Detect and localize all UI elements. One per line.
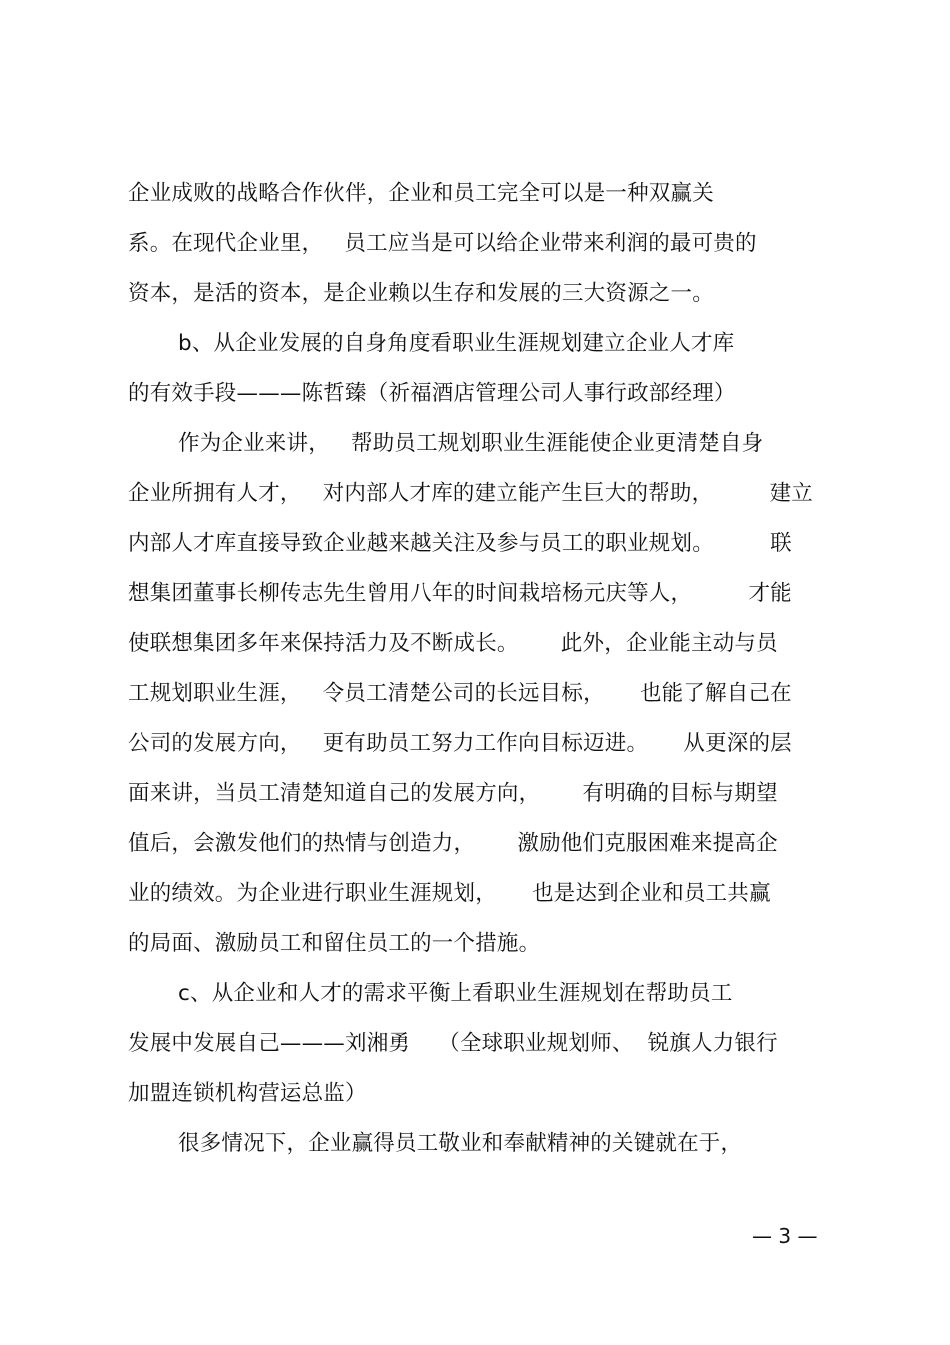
body-line: 使联想集团多年来保持活力及不断成长。 此外，企业能主动与员: [128, 631, 778, 656]
page-number: — 3 —: [752, 1224, 818, 1248]
body-line: 公司的发展方向， 更有助员工努力工作向目标迈进。 从更深的层: [128, 731, 792, 756]
body-line: 面来讲，当员工清楚知道自己的发展方向， 有明确的目标与期望: [128, 781, 778, 806]
paragraph-start: 很多情况下，企业赢得员工敬业和奉献精神的关键就在于，: [178, 1131, 743, 1156]
body-line: 企业成败的战略合作伙伴，企业和员工完全可以是一种双赢关: [128, 181, 714, 206]
body-line: 系。在现代企业里， 员工应当是可以给企业带来利润的最可贵的: [128, 231, 757, 256]
body-line: 资本，是活的资本，是企业赖以生存和发展的三大资源之一。: [128, 281, 714, 306]
body-line: 业的绩效。为企业进行职业生涯规划， 也是达到企业和员工共赢: [128, 881, 771, 906]
section-heading-c: c、从企业和人才的需求平衡上看职业生涯规划在帮助员工: [178, 981, 733, 1006]
body-line: 企业所拥有人才， 对内部人才库的建立能产生巨大的帮助， 建立: [128, 481, 813, 506]
paragraph-start: 作为企业来讲， 帮助员工规划职业生涯能使企业更清楚自身: [178, 431, 764, 456]
body-line: 值后，会激发他们的热情与创造力， 激励他们克服困难来提高企: [128, 831, 778, 856]
body-line: 内部人才库直接导致企业越来越关注及参与员工的职业规划。 联: [128, 531, 792, 556]
section-heading-b: b、从企业发展的自身角度看职业生涯规划建立企业人才库: [178, 331, 735, 356]
section-heading-c-continued: 加盟连锁机构营运总监）: [128, 1081, 367, 1106]
body-line: 工规划职业生涯， 令员工清楚公司的长远目标， 也能了解自己在: [128, 681, 792, 706]
body-line: 想集团董事长柳传志先生曾用八年的时间栽培杨元庆等人， 才能: [128, 581, 792, 606]
section-heading-c-continued: 发展中发展自己———刘湘勇 （全球职业规划师、 锐旗人力银行: [128, 1031, 778, 1056]
body-line: 的局面、激励员工和留住员工的一个措施。: [128, 931, 541, 956]
section-heading-b-continued: 的有效手段———陈哲臻（祈福酒店管理公司人事行政部经理）: [128, 381, 736, 406]
